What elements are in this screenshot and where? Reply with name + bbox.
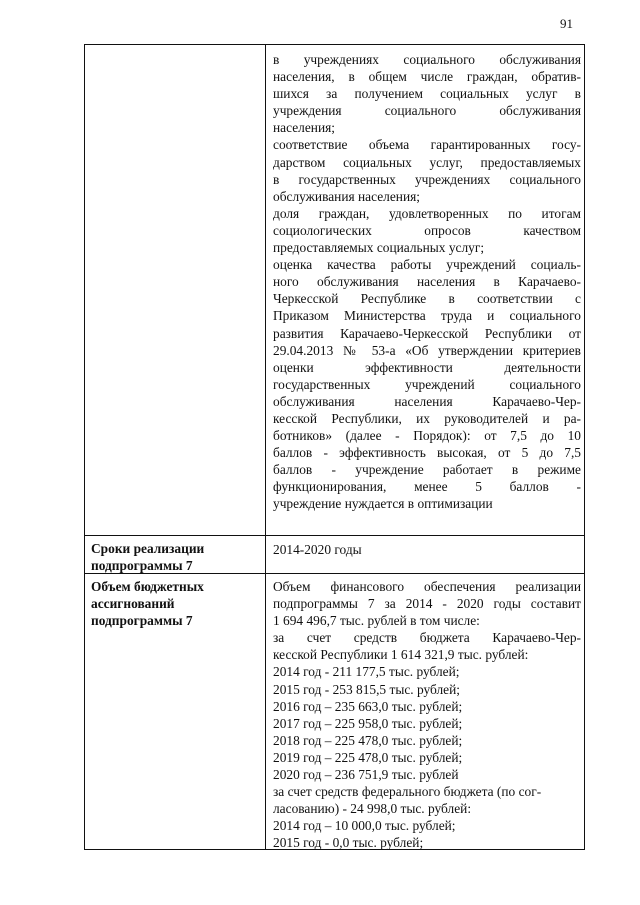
text-line: обслуживания населения;: [273, 188, 420, 204]
column-divider: [265, 45, 266, 849]
text-line: за счет средств бюджета Карачаево-Чер-: [273, 630, 581, 646]
text-line: учреждение нуждается в оптимизации: [273, 496, 493, 512]
text-line: за счет средств федерального бюджета (по сог-: [273, 784, 542, 800]
text-line: ного обслуживания населения в Карачаево-: [273, 274, 581, 290]
text-line: в учреждениях социального обслуживания: [273, 52, 581, 67]
text-line: 2014 год – 10 000,0 тыс. рублей;: [273, 818, 456, 834]
label-line: Объем бюджетных: [91, 579, 204, 594]
text-line: соответствие объема гарантированных госу-: [273, 137, 581, 153]
text-line: в государственных учреждениях социального: [273, 171, 581, 187]
text-line: 2018 год – 225 478,0 тыс. рублей;: [273, 732, 463, 748]
passport-table: [84, 44, 585, 850]
text-line: Черкесской Республике в соответствии с: [273, 291, 581, 307]
text-line: 2014 год - 211 177,5 тыс. рублей;: [273, 664, 460, 680]
text-line: баллов - учреждение работает в режиме: [273, 462, 581, 478]
text-line: 2020 год – 236 751,9 тыс. рублей: [273, 767, 459, 783]
text-line: шихся за получением социальных услуг в: [273, 86, 581, 102]
text-line: развития Карачаево-Черкесской Республики от: [273, 325, 581, 341]
text-line: кесской Республики, их руководителей и ра-: [273, 410, 581, 426]
implementation-period-value: 2014-2020 годы: [273, 542, 362, 557]
text-line: 29.04.2013 № 53-а «Об утверждении критериев: [273, 342, 581, 358]
text-line: предоставляемых социальных услуг;: [273, 240, 485, 256]
text-line: населения;: [273, 120, 335, 136]
text-line: населения, в общем числе граждан, обратив-: [273, 69, 581, 85]
text-line: ласованию) - 24 998,0 тыс. рублей:: [273, 801, 472, 817]
text-line: 2015 год - 0,0 тыс. рублей;: [273, 835, 424, 851]
text-line: Объем финансового обеспечения реализации: [273, 579, 581, 594]
text-line: государственных учреждений социального: [273, 376, 581, 392]
text-line: 2016 год – 235 663,0 тыс. рублей;: [273, 698, 463, 714]
budget-allocations-cell: [273, 578, 581, 852]
text-line: Приказом Министерства труда и социального: [273, 308, 581, 324]
text-line: оценки эффективности деятельности: [273, 359, 581, 375]
label-line: подпрограммы 7: [91, 557, 193, 573]
text-line: обслуживания населения Карачаево-Чер-: [273, 393, 581, 409]
row-divider: [85, 535, 584, 536]
label-line: подпрограммы 7: [91, 613, 193, 628]
text-line: кесской Республики 1 614 321,9 тыс. рублей:: [273, 647, 529, 663]
text-line: ботников» (далее - Порядок): от 7,5 до 10: [273, 428, 581, 444]
page-number: 91: [560, 16, 573, 31]
text-line: учреждения социального обслуживания: [273, 103, 581, 119]
text-line: 2015 год - 253 815,5 тыс. рублей;: [273, 681, 460, 697]
indicators-cell: [273, 51, 581, 513]
text-line: подпрограммы 7 за 2014 - 2020 годы составит: [273, 596, 581, 612]
text-line: баллов - эффективность высокая, от 5 до 7,5: [273, 445, 581, 461]
text-line: оценка качества работы учреждений социаль-: [273, 257, 581, 273]
label-line: ассигнований: [91, 596, 175, 611]
text-line: функционирования, менее 5 баллов -: [273, 479, 581, 495]
text-line: 1 694 496,7 тыс. рублей в том числе:: [273, 613, 480, 629]
implementation-period-label: [91, 541, 259, 574]
text-line: 2017 год – 225 958,0 тыс. рублей;: [273, 715, 463, 731]
text-line: социологических опросов качеством: [273, 222, 581, 238]
text-line: 2019 год – 225 478,0 тыс. рублей;: [273, 749, 463, 765]
label-line: Сроки реализации: [91, 541, 205, 556]
text-line: доля граждан, удовлетворенных по итогам: [273, 205, 581, 221]
budget-allocations-label: [91, 578, 259, 629]
text-line: дарством социальных услуг, предоставляемых: [273, 154, 581, 170]
